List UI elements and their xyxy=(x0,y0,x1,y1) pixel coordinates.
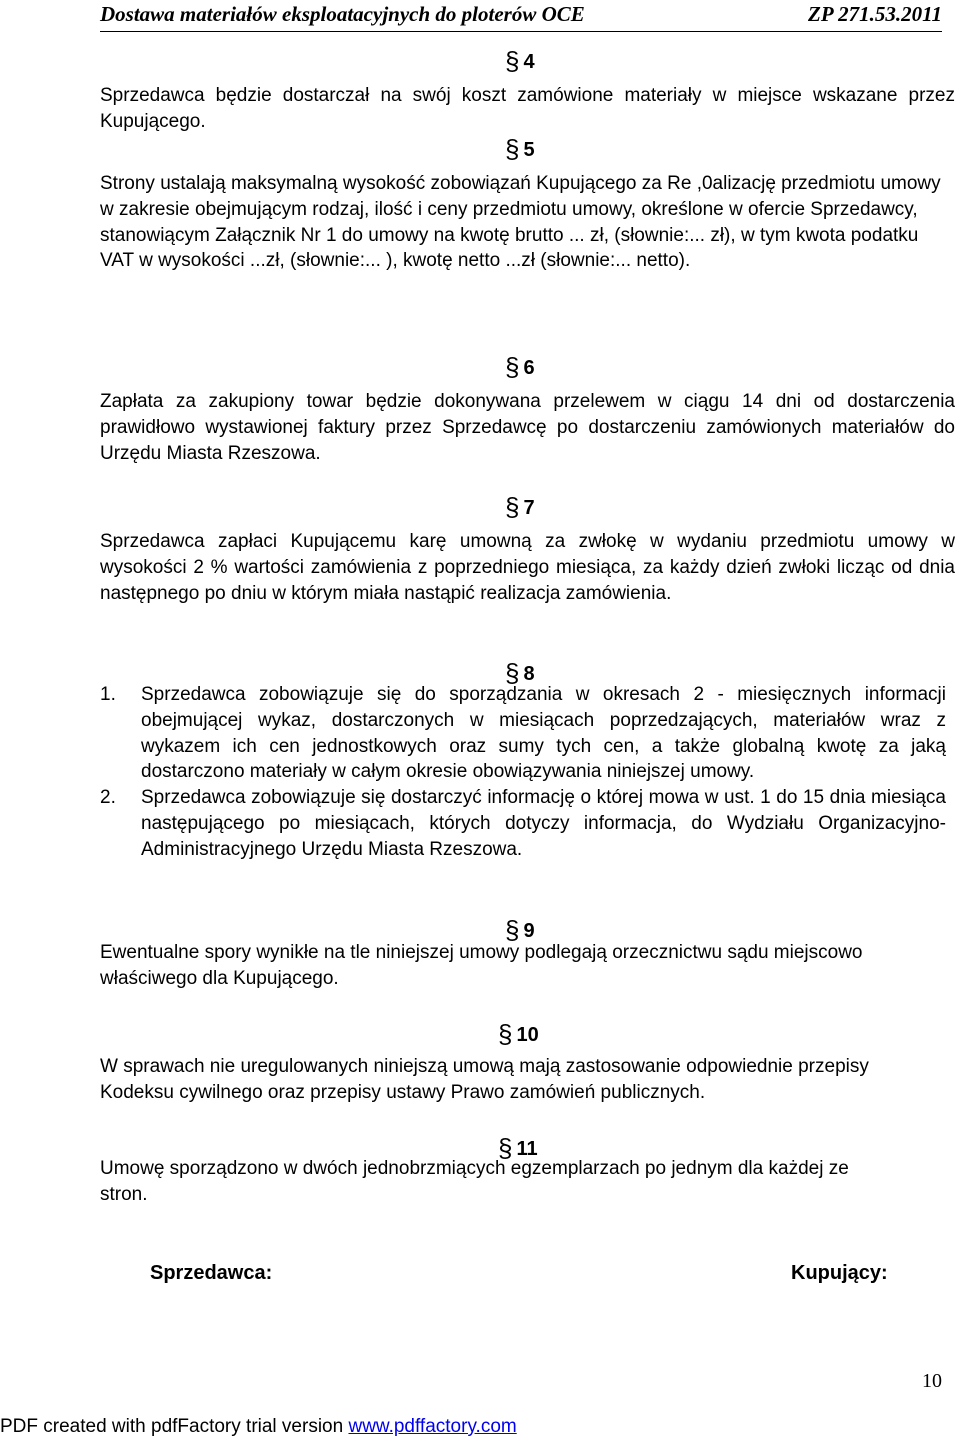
section-symbol: § xyxy=(505,492,520,522)
section-number: 5 xyxy=(523,139,535,161)
section-number: 10 xyxy=(516,1024,539,1046)
section-number: 9 xyxy=(523,920,535,942)
page-number: 10 xyxy=(922,1370,942,1392)
section-7-text: Sprzedawca zapłaci Kupującemu karę umowną za zwłokę w wydaniu przedmiotu umowy w wysokości 2 % wartości zamówienia z poprzedniego miesiąca, za każdy dzień zwłoki licząc od dnia następnego po dniu w którym miała nastąpić realizacja zamówienia. xyxy=(100,531,955,604)
section-symbol: § xyxy=(505,915,520,945)
document-header-title: Dostawa materiałów eksploatacyjnych do ploterów OCE xyxy=(100,2,585,26)
list-item xyxy=(100,785,946,862)
section-11-text: Umowę sporządzono w dwóch jednobrzmiących egzemplarzach po jednym dla każdej ze stron. xyxy=(100,1158,849,1205)
list-item xyxy=(100,682,946,785)
section-number: 8 xyxy=(523,663,535,685)
seller-signature-label: Sprzedawca: xyxy=(150,1262,273,1284)
section-6-text: Zapłata za zakupiony towar będzie dokonywana przelewem w ciągu 14 dni od dostarczenia prawidłowo wystawionej faktury przez Sprzedawcę po dostarczeniu zamówionych materiałów do Urzędu Miasta Rzeszowa. xyxy=(100,391,955,464)
list-item-number: 2. xyxy=(100,787,116,809)
section-symbol: § xyxy=(498,1019,513,1049)
section-6-heading xyxy=(505,350,535,381)
section-7-heading xyxy=(505,490,535,521)
section-4-heading xyxy=(505,44,535,75)
section-symbol: § xyxy=(505,46,520,76)
header-rule xyxy=(100,31,942,32)
section-symbol: § xyxy=(505,658,520,688)
section-number: 6 xyxy=(523,357,535,379)
pdf-footer xyxy=(0,1416,517,1438)
section-10-text: W sprawach nie uregulowanych niniejszą umową mają zastosowanie odpowiednie przepisy Kodeksu cywilnego oraz przepisy ustawy Prawo zamówień publicznych. xyxy=(100,1056,869,1103)
section-10-heading xyxy=(498,1017,539,1048)
section-symbol: § xyxy=(505,352,520,382)
section-symbol: § xyxy=(505,134,520,164)
footer-text: PDF created with pdfFactory trial version xyxy=(0,1416,349,1437)
section-number: 4 xyxy=(523,51,535,73)
section-number: 7 xyxy=(523,497,535,519)
section-4-text: Sprzedawca będzie dostarczał na swój koszt zamówione materiały w miejsce wskazane przez Kupującego. xyxy=(100,85,955,132)
section-symbol: § xyxy=(498,1133,513,1163)
section-5-heading xyxy=(505,132,535,163)
section-9-text: Ewentualne spory wynikłe na tle niniejszej umowy podlegają orzecznictwu sądu miejscowo właściwego dla Kupującego. xyxy=(100,942,863,989)
list-item-number: 1. xyxy=(100,684,116,705)
list-item-text: Sprzedawca zobowiązuje się dostarczyć informację o której mowa w ust. 1 do 15 dnia miesiąca następującego po miesiącach, których dotyczy informacja, do Wydziału Organizacyjno-Administracyjnego Urzędu Miasta Rzeszowa. xyxy=(141,787,946,860)
section-number: 11 xyxy=(516,1138,538,1160)
section-8-list xyxy=(100,682,946,863)
buyer-signature-label: Kupujący: xyxy=(791,1262,888,1284)
list-item-text: Sprzedawca zobowiązuje się do sporządzania w okresach 2 - miesięcznych informacji obejmującej wykaz, dostarczonych w miesiącach poprzedzających, materiałów wraz z wykazem ich cen jednostkowych oraz sumy tych cen, a także globalną kwotę za jaką dostarczono materiały w całym okresie obowiązywania niniejszej umowy. xyxy=(141,684,946,783)
pdffactory-link[interactable]: www.pdffactory.com xyxy=(348,1416,517,1437)
document-header-reference: ZP 271.53.2011 xyxy=(808,2,942,26)
section-5-text: Strony ustalają maksymalną wysokość zobowiązań Kupującego za Re ,0alizację przedmiotu umowy w zakresie obejmującym rodzaj, ilość i ceny przedmiotu umowy, określone w ofercie Sprzedawcy, stanowiącym Załącznik Nr 1 do umowy na kwotę brutto ... zł, (słownie:... zł), w tym kwota podatku VAT w wysokości ...zł, (słownie:... ), kwotę netto ...zł (słownie:... netto). xyxy=(100,173,941,272)
